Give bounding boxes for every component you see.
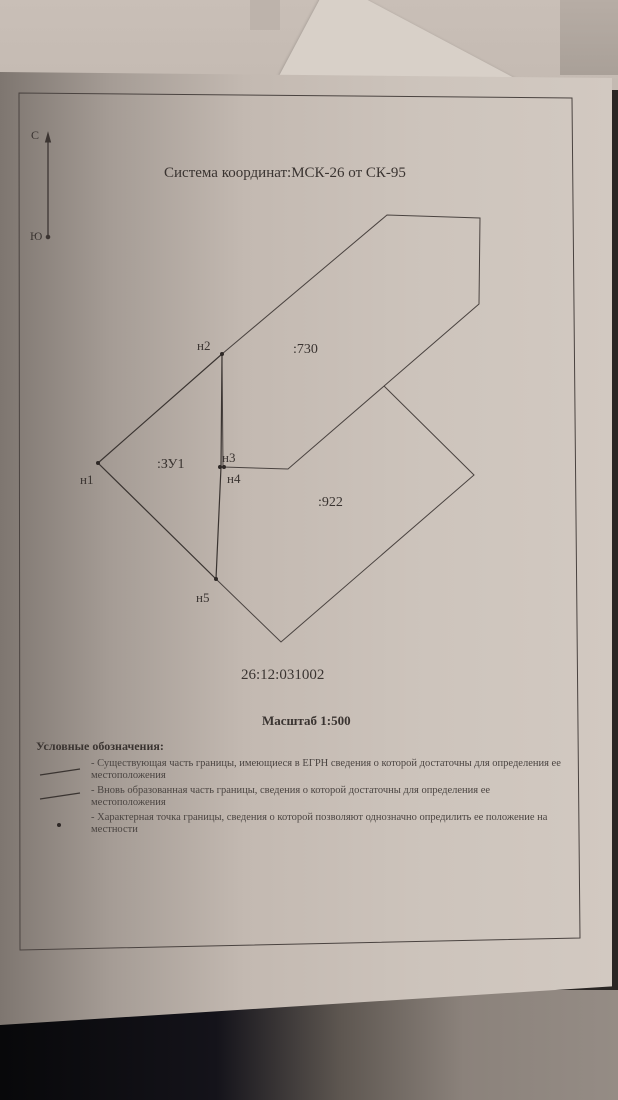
cadastral-block-number: 26:12:031002	[241, 667, 325, 683]
south-label: Ю	[30, 229, 43, 243]
parcel-label-922: :922	[318, 495, 343, 510]
parcel-922-boundary	[216, 386, 474, 642]
coordinate-system-title: Система координат:МСК-26 от СК-95	[164, 165, 406, 181]
point-n1-icon	[96, 461, 100, 465]
point-label-n1: н1	[80, 472, 94, 487]
legend-item-existing-boundary: - Существующая часть границы, имеющиеся в ЕГРН сведения о которой достаточны для определения ее местоположения	[91, 758, 561, 781]
parcel-730-boundary	[222, 215, 480, 469]
north-label: С	[31, 128, 40, 142]
parcel-label-730: :730	[293, 342, 318, 357]
legend-title: Условные обозначения:	[36, 739, 164, 753]
point-label-n4: н4	[227, 471, 241, 486]
parcel-label-zu1: :ЗУ1	[157, 457, 185, 472]
boundary-point-icon	[57, 823, 61, 827]
point-label-n3: н3	[222, 450, 236, 465]
point-n2-icon	[220, 352, 224, 356]
legend-item-new-boundary: - Вновь образованная часть границы, сведения о которой достаточны для определения ее местоположения	[91, 785, 491, 808]
point-label-n5: н5	[196, 590, 210, 605]
legend-item-boundary-point: - Характерная точка границы, сведения о которой позволяют однозначно опредилить ее положение на местности	[91, 812, 548, 835]
north-arrow-icon	[46, 133, 51, 239]
existing-boundary-line-icon	[40, 769, 80, 775]
scale-label: Масштаб 1:500	[262, 713, 351, 728]
point-label-n2: н2	[197, 338, 211, 353]
point-n5-icon	[214, 577, 218, 581]
new-boundary-line-icon	[40, 793, 80, 799]
